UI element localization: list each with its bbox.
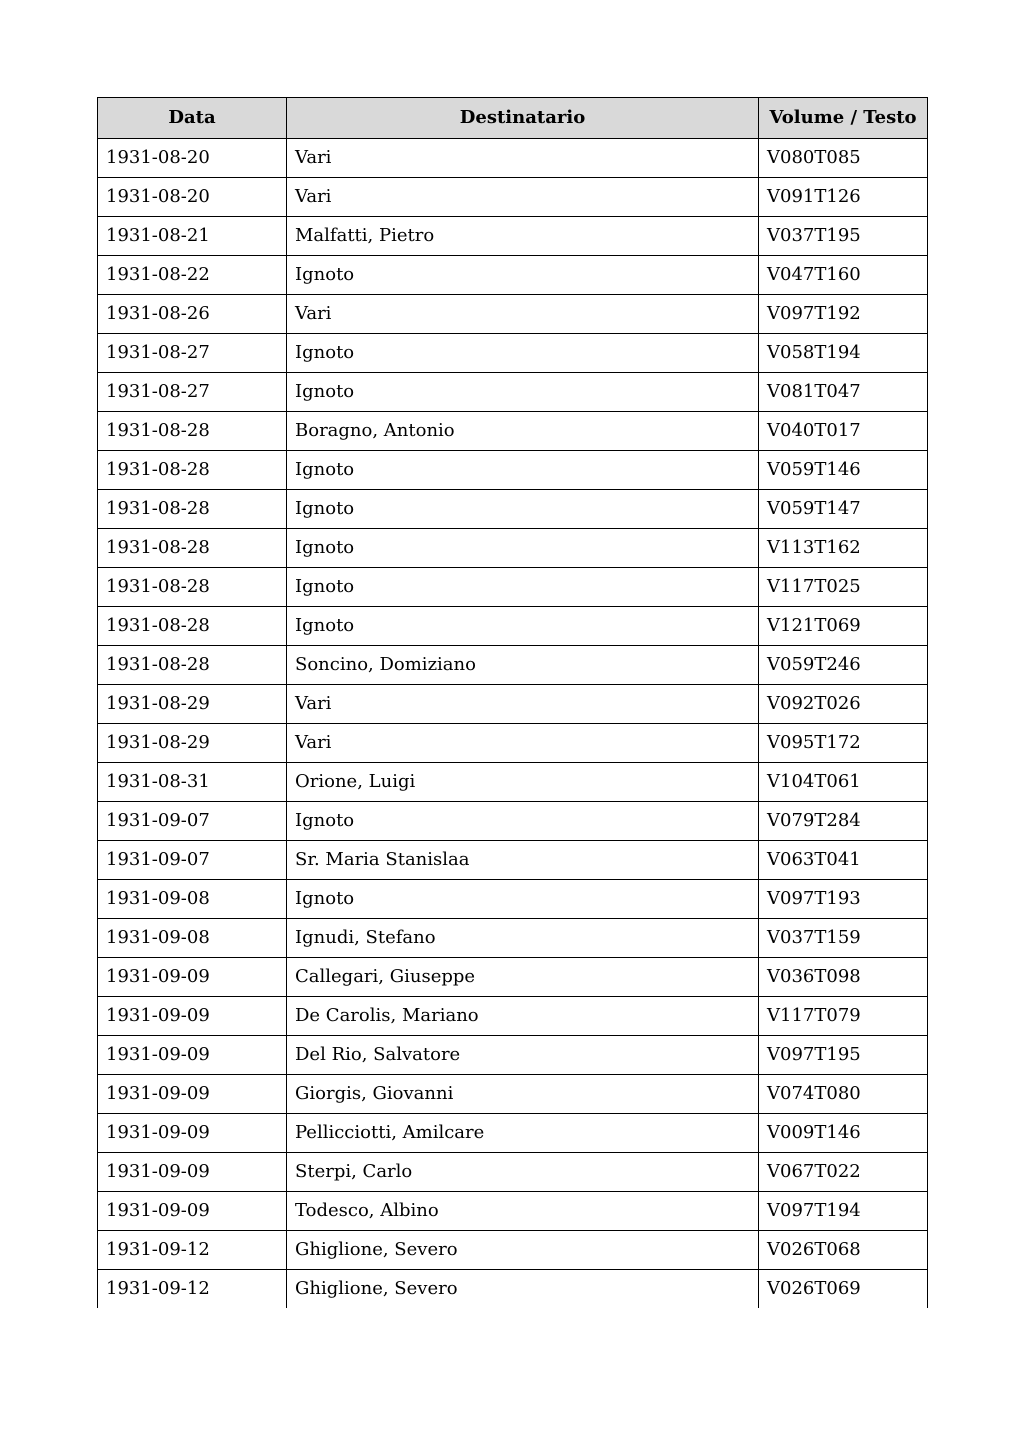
cell-date: 1931-08-28 <box>98 451 287 490</box>
cell-destinatario: Ghiglione, Severo <box>287 1231 759 1270</box>
table-row <box>98 490 928 529</box>
cell-destinatario: Sr. Maria Stanislaa <box>287 841 759 880</box>
cell-date: 1931-08-28 <box>98 529 287 568</box>
table-row <box>98 529 928 568</box>
cell-volume-testo: V081T047 <box>759 373 928 412</box>
cell-destinatario: Vari <box>287 139 759 178</box>
cell-date: 1931-08-28 <box>98 568 287 607</box>
cell-volume-testo: V067T022 <box>759 1153 928 1192</box>
table-row <box>98 373 928 412</box>
table-row <box>98 295 928 334</box>
table-row <box>98 139 928 178</box>
cell-destinatario: Del Rio, Salvatore <box>287 1036 759 1075</box>
cell-volume-testo: V037T159 <box>759 919 928 958</box>
cell-destinatario: Vari <box>287 724 759 763</box>
cell-volume-testo: V121T069 <box>759 607 928 646</box>
column-header-data: Data <box>98 98 287 139</box>
column-header-destinatario: Destinatario <box>287 98 759 139</box>
cell-volume-testo: V040T017 <box>759 412 928 451</box>
cell-destinatario: Ignoto <box>287 568 759 607</box>
table-row <box>98 217 928 256</box>
cell-destinatario: Ignoto <box>287 802 759 841</box>
table-row <box>98 1036 928 1075</box>
cell-date: 1931-08-20 <box>98 139 287 178</box>
cell-volume-testo: V079T284 <box>759 802 928 841</box>
table-row <box>98 256 928 295</box>
table-row <box>98 334 928 373</box>
cell-date: 1931-08-31 <box>98 763 287 802</box>
table-row <box>98 568 928 607</box>
cell-volume-testo: V091T126 <box>759 178 928 217</box>
cell-destinatario: Vari <box>287 178 759 217</box>
cell-date: 1931-09-09 <box>98 1075 287 1114</box>
letters-table <box>97 97 928 1308</box>
cell-volume-testo: V058T194 <box>759 334 928 373</box>
cell-date: 1931-08-28 <box>98 490 287 529</box>
cell-volume-testo: V097T193 <box>759 880 928 919</box>
cell-destinatario: Ignoto <box>287 451 759 490</box>
cell-date: 1931-08-21 <box>98 217 287 256</box>
cell-date: 1931-08-27 <box>98 373 287 412</box>
cell-date: 1931-09-09 <box>98 958 287 997</box>
cell-volume-testo: V113T162 <box>759 529 928 568</box>
cell-date: 1931-08-28 <box>98 607 287 646</box>
table-row <box>98 802 928 841</box>
table-row <box>98 607 928 646</box>
table-row <box>98 841 928 880</box>
table-row <box>98 1153 928 1192</box>
table-header <box>98 98 928 139</box>
cell-date: 1931-08-26 <box>98 295 287 334</box>
cell-volume-testo: V009T146 <box>759 1114 928 1153</box>
cell-date: 1931-09-08 <box>98 880 287 919</box>
cell-date: 1931-08-20 <box>98 178 287 217</box>
table-row <box>98 1114 928 1153</box>
table-row <box>98 646 928 685</box>
cell-destinatario: Sterpi, Carlo <box>287 1153 759 1192</box>
cell-destinatario: Todesco, Albino <box>287 1192 759 1231</box>
cell-volume-testo: V080T085 <box>759 139 928 178</box>
table-row <box>98 997 928 1036</box>
cell-date: 1931-09-07 <box>98 802 287 841</box>
table-row <box>98 724 928 763</box>
cell-destinatario: Pellicciotti, Amilcare <box>287 1114 759 1153</box>
cell-volume-testo: V117T025 <box>759 568 928 607</box>
cell-destinatario: Vari <box>287 295 759 334</box>
cell-volume-testo: V117T079 <box>759 997 928 1036</box>
cell-date: 1931-09-09 <box>98 1153 287 1192</box>
cell-date: 1931-08-22 <box>98 256 287 295</box>
cell-volume-testo: V047T160 <box>759 256 928 295</box>
column-header-volume-testo: Volume / Testo <box>759 98 928 139</box>
table-row <box>98 1192 928 1231</box>
cell-date: 1931-08-29 <box>98 724 287 763</box>
cell-date: 1931-09-08 <box>98 919 287 958</box>
cell-date: 1931-09-09 <box>98 1114 287 1153</box>
table-row <box>98 919 928 958</box>
cell-destinatario: Callegari, Giuseppe <box>287 958 759 997</box>
table-row <box>98 1231 928 1270</box>
cell-destinatario: Ignoto <box>287 529 759 568</box>
cell-destinatario: Ignoto <box>287 880 759 919</box>
cell-date: 1931-09-07 <box>98 841 287 880</box>
cell-volume-testo: V095T172 <box>759 724 928 763</box>
table-row <box>98 1270 928 1309</box>
document-page <box>97 97 927 1308</box>
cell-destinatario: Ignoto <box>287 490 759 529</box>
cell-date: 1931-09-09 <box>98 997 287 1036</box>
cell-date: 1931-08-29 <box>98 685 287 724</box>
cell-destinatario: Soncino, Domiziano <box>287 646 759 685</box>
table-row <box>98 763 928 802</box>
table-body <box>98 139 928 1309</box>
cell-destinatario: Orione, Luigi <box>287 763 759 802</box>
cell-date: 1931-08-28 <box>98 646 287 685</box>
cell-date: 1931-09-09 <box>98 1192 287 1231</box>
cell-destinatario: De Carolis, Mariano <box>287 997 759 1036</box>
table-row <box>98 451 928 490</box>
table-row <box>98 685 928 724</box>
table-row <box>98 412 928 451</box>
cell-date: 1931-09-09 <box>98 1036 287 1075</box>
cell-volume-testo: V026T068 <box>759 1231 928 1270</box>
header-row <box>98 98 928 139</box>
cell-destinatario: Ignoto <box>287 334 759 373</box>
cell-volume-testo: V097T194 <box>759 1192 928 1231</box>
cell-volume-testo: V059T246 <box>759 646 928 685</box>
cell-destinatario: Ignoto <box>287 373 759 412</box>
cell-volume-testo: V104T061 <box>759 763 928 802</box>
cell-destinatario: Ignoto <box>287 607 759 646</box>
cell-volume-testo: V092T026 <box>759 685 928 724</box>
cell-destinatario: Ignudi, Stefano <box>287 919 759 958</box>
cell-destinatario: Ghiglione, Severo <box>287 1270 759 1309</box>
cell-volume-testo: V097T195 <box>759 1036 928 1075</box>
cell-date: 1931-09-12 <box>98 1270 287 1309</box>
table-row <box>98 958 928 997</box>
cell-destinatario: Ignoto <box>287 256 759 295</box>
cell-volume-testo: V026T069 <box>759 1270 928 1309</box>
table-row <box>98 178 928 217</box>
cell-destinatario: Giorgis, Giovanni <box>287 1075 759 1114</box>
cell-volume-testo: V036T098 <box>759 958 928 997</box>
table-row <box>98 1075 928 1114</box>
cell-destinatario: Vari <box>287 685 759 724</box>
cell-destinatario: Malfatti, Pietro <box>287 217 759 256</box>
cell-volume-testo: V063T041 <box>759 841 928 880</box>
cell-volume-testo: V074T080 <box>759 1075 928 1114</box>
cell-volume-testo: V059T146 <box>759 451 928 490</box>
cell-volume-testo: V097T192 <box>759 295 928 334</box>
cell-date: 1931-09-12 <box>98 1231 287 1270</box>
cell-date: 1931-08-28 <box>98 412 287 451</box>
table-row <box>98 880 928 919</box>
cell-destinatario: Boragno, Antonio <box>287 412 759 451</box>
cell-volume-testo: V059T147 <box>759 490 928 529</box>
cell-date: 1931-08-27 <box>98 334 287 373</box>
cell-volume-testo: V037T195 <box>759 217 928 256</box>
